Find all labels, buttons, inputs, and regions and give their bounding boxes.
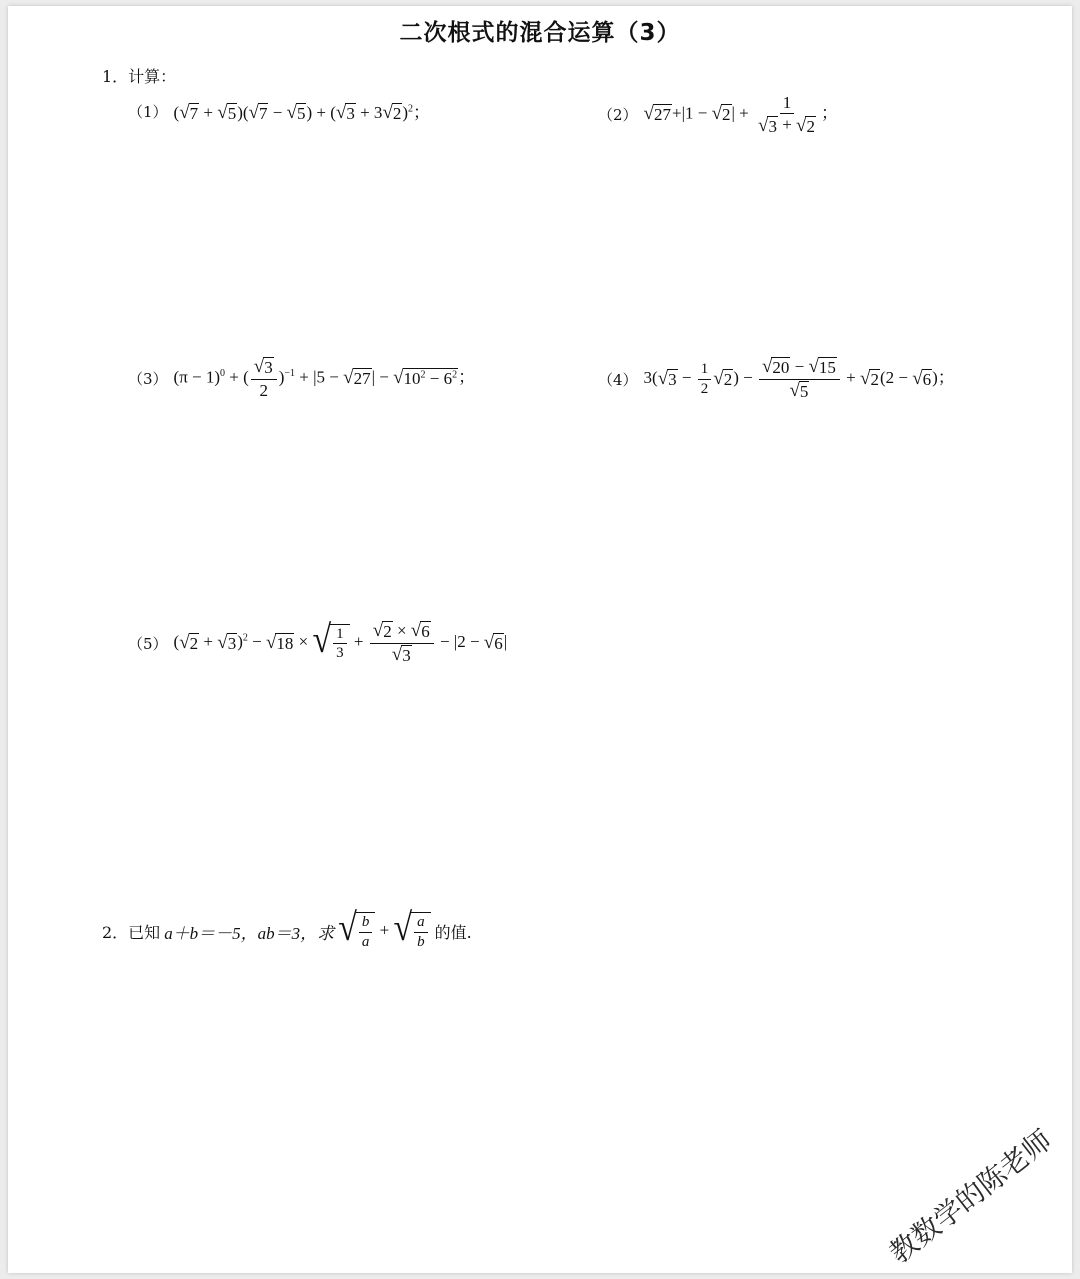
problem-3-number: （3） [128, 370, 168, 389]
problem-5-number: （5） [128, 634, 168, 653]
question-2-expression: √ $\frac{b}{a}$ + √ $\frac{a}{b}$ [338, 912, 430, 952]
problem-5 [128, 620, 507, 667]
problem-2 [598, 92, 838, 137]
problem-4-expression: 3( √ 3 − $\frac{1}{2}$ √ 2 ) − √ 20 − √ 15 √ 5 + √ 2 (2 − √ 6 )； [643, 356, 955, 402]
question-1-label: 1．计算： [102, 67, 177, 86]
problem-4-number: （4） [598, 370, 638, 389]
problem-5-expression: ( √ 2 + √ 3 )$^2$ − √ 18 × √ $\frac{1}{3}$ + √ 2 × √ 6 √ 3 − |2 − √ 6 | [173, 618, 508, 666]
problem-2-expression: √ 27 +|1 − √ 2 | + 1 √ 3 + √ 2 ； [643, 93, 838, 136]
problem-3-expression: $(\pi - 1)^0$ + ( √ 3 2 )$^{-1}$ + |5 − √ 27 | − √ $10^2 - 6^2$ ； [173, 356, 476, 400]
problem-4 [598, 356, 955, 403]
problem-1-expression: ( √ 7 + √ 5 )( √ 7 − √ 5 ) + ( √ 3 + 3 √ 2 )$^2$； [173, 102, 431, 124]
question-2-condition: a＋b＝－5，ab＝3，求 [164, 924, 335, 944]
page-title: 二次根式的混合运算（3） [399, 20, 681, 46]
question-2-label: 2．已知 [102, 923, 161, 943]
watermark-text: 教数学的陈老师 [883, 1123, 1058, 1270]
problem-1-number: （1） [128, 102, 168, 121]
question-2-tail: 的值. [434, 923, 472, 943]
problem-2-number: （2） [598, 106, 638, 125]
problem-1 [128, 98, 430, 125]
question-2 [102, 906, 472, 952]
problem-3 [128, 356, 475, 401]
